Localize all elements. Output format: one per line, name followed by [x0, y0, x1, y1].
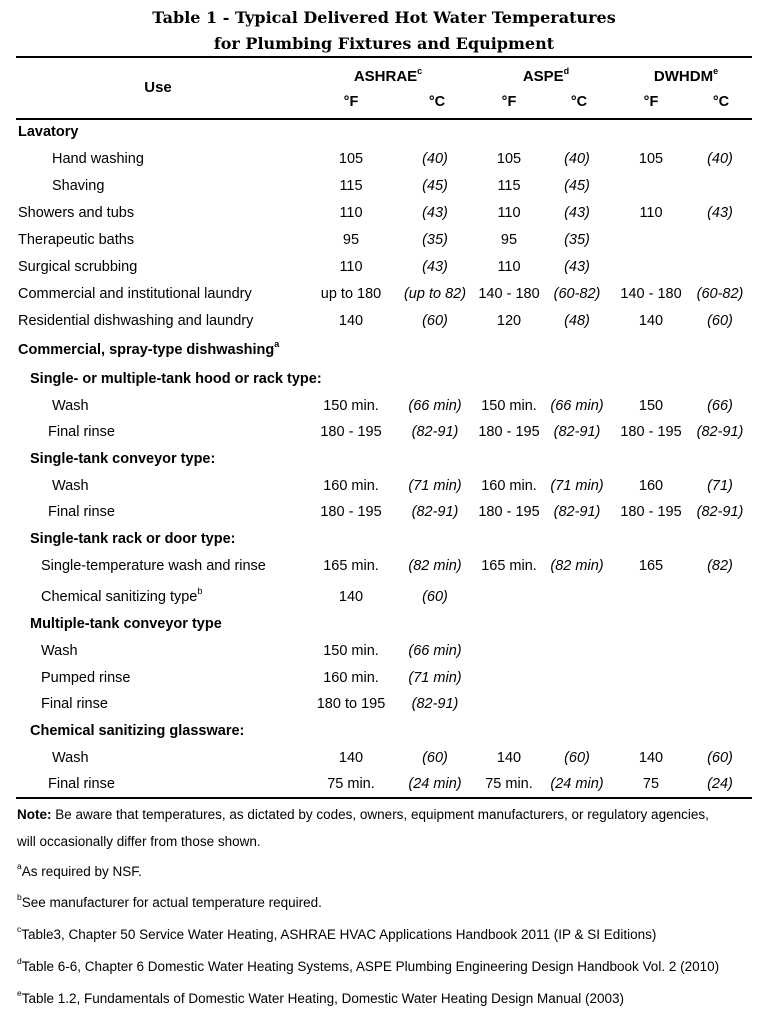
fahrenheit-cell: up to 180 — [320, 286, 382, 302]
fahrenheit-cell: 95 — [500, 232, 518, 248]
fahrenheit-cell: 105 — [338, 151, 364, 167]
row-label — [41, 557, 266, 575]
celsius-cell: (82-91) — [411, 424, 459, 440]
fahrenheit-cell: 105 — [496, 151, 522, 167]
fahrenheit-cell: 180 - 195 — [320, 504, 382, 520]
fahrenheit-cell: 140 — [338, 750, 364, 766]
fahrenheit-cell: 140 — [338, 589, 364, 605]
note-line-2: will occasionally differ from those shown. — [17, 834, 261, 849]
row-label — [30, 722, 244, 740]
celsius-cell: (66 min) — [408, 398, 462, 414]
row-label — [52, 749, 89, 767]
row-label-text: Commercial, spray-type dishwashing — [18, 342, 275, 358]
fahrenheit-cell: 110 — [497, 205, 521, 221]
note-line-1 — [17, 806, 709, 824]
celsius-cell: (82) — [707, 558, 733, 574]
footnote-marker: b — [197, 586, 203, 596]
row-label — [41, 642, 78, 660]
footnote-mark: d — [17, 956, 22, 966]
row-label — [18, 258, 137, 276]
fahrenheit-cell: 105 — [638, 151, 664, 167]
celsius-cell: (60) — [707, 313, 733, 329]
fahrenheit-cell: 160 min. — [481, 478, 537, 494]
fahrenheit-cell: 75 min. — [485, 776, 533, 792]
row-label — [30, 530, 235, 548]
footnote-text: As required by NSF. — [21, 864, 142, 879]
row-label-text: Wash — [52, 398, 89, 414]
celsius-cell: (up to 82) — [403, 286, 467, 302]
fahrenheit-cell: 180 - 195 — [320, 424, 382, 440]
celsius-cell: (35) — [422, 232, 448, 248]
celsius-cell: (43) — [564, 259, 590, 275]
row-label — [18, 204, 134, 222]
row-label — [52, 397, 89, 415]
celsius-cell: (40) — [564, 151, 590, 167]
row-label — [48, 423, 115, 441]
celsius-cell: (60) — [422, 750, 448, 766]
footnote-item — [17, 863, 142, 881]
use-column-header: Use — [144, 79, 172, 96]
fahrenheit-cell: 140 - 180 — [478, 286, 540, 302]
celsius-cell: (24) — [707, 776, 733, 792]
fahrenheit-cell: 115 — [339, 178, 363, 194]
unit-fahrenheit-aspe: °F — [501, 94, 517, 110]
fahrenheit-cell: 95 — [342, 232, 360, 248]
celsius-cell: (66 min) — [408, 643, 462, 659]
celsius-cell: (60) — [422, 589, 448, 605]
fahrenheit-cell: 120 — [496, 313, 522, 329]
aspe-column-header: ASPE$^d$ — [522, 66, 570, 85]
celsius-cell: (45) — [564, 178, 590, 194]
fahrenheit-cell: 160 — [638, 478, 664, 494]
row-label — [52, 477, 89, 495]
celsius-cell: (48) — [564, 313, 590, 329]
row-label — [18, 231, 134, 249]
celsius-cell: (82-91) — [411, 696, 459, 712]
footnote-item — [17, 990, 624, 1008]
fahrenheit-cell: 150 min. — [481, 398, 537, 414]
row-label — [18, 123, 78, 141]
row-label-text: Final rinse — [48, 504, 115, 520]
fahrenheit-cell: 165 min. — [481, 558, 537, 574]
fahrenheit-cell: 180 - 195 — [620, 504, 682, 520]
celsius-cell: (82-91) — [411, 504, 459, 520]
fahrenheit-cell: 140 — [338, 313, 364, 329]
fahrenheit-cell: 180 to 195 — [316, 696, 386, 712]
row-label-text: Final rinse — [41, 696, 108, 712]
row-label — [52, 177, 104, 195]
note-text: Be aware that temperatures, as dictated by codes, owners, equipment manufacturers, or regulatory agencies, — [51, 807, 709, 822]
row-label-text: Single-tank rack or door type: — [30, 531, 236, 547]
fahrenheit-cell: 140 — [496, 750, 522, 766]
row-label-text: Wash — [52, 478, 89, 494]
row-label-text: Hand washing — [52, 151, 144, 167]
row-label — [30, 450, 215, 468]
celsius-cell: (60) — [564, 750, 590, 766]
ashrae-column-header: ASHRAE$^c$ — [353, 66, 423, 85]
fahrenheit-cell: 75 — [642, 776, 660, 792]
row-label — [41, 669, 130, 687]
row-label-text: Wash — [52, 750, 89, 766]
celsius-cell: (60-82) — [696, 286, 744, 302]
row-label-text: Surgical scrubbing — [18, 259, 138, 275]
celsius-cell: (82-91) — [553, 504, 601, 520]
fahrenheit-cell: 150 min. — [323, 398, 379, 414]
row-label-text: Single- or multiple-tank hood or rack type: — [30, 371, 322, 387]
celsius-cell: (35) — [564, 232, 590, 248]
row-label-text: Commercial and institutional laundry — [18, 286, 252, 302]
fahrenheit-cell: 140 - 180 — [620, 286, 682, 302]
fahrenheit-cell: 140 — [638, 313, 664, 329]
celsius-cell: (82-91) — [553, 424, 601, 440]
celsius-cell: (82-91) — [696, 424, 744, 440]
bottom-rule — [16, 797, 752, 799]
fahrenheit-cell: 165 min. — [323, 558, 379, 574]
celsius-cell: (24 min) — [408, 776, 462, 792]
celsius-cell: (66 min) — [550, 398, 604, 414]
footnote-item — [17, 894, 322, 912]
row-label — [18, 341, 279, 359]
celsius-cell: (60-82) — [553, 286, 601, 302]
footnote-mark: b — [17, 892, 22, 902]
celsius-cell: (60) — [422, 313, 448, 329]
celsius-cell: (43) — [564, 205, 590, 221]
fahrenheit-cell: 110 — [639, 205, 663, 221]
row-label — [30, 615, 222, 633]
row-label-text: Pumped rinse — [41, 670, 131, 686]
fahrenheit-cell: 150 min. — [323, 643, 379, 659]
celsius-cell: (43) — [422, 259, 448, 275]
footnote-item — [17, 958, 719, 976]
fahrenheit-cell: 160 min. — [323, 478, 379, 494]
celsius-cell: (82 min) — [550, 558, 604, 574]
table-title-line-1: Table 1 - Typical Delivered Hot Water Temperatures — [152, 8, 616, 27]
footnote-marker: a — [274, 339, 280, 349]
footnote-item — [17, 926, 656, 944]
row-label-text: Residential dishwashing and laundry — [18, 313, 254, 329]
row-label — [30, 370, 322, 388]
row-label-text: Chemical sanitizing glassware: — [30, 723, 245, 739]
fahrenheit-cell: 140 — [638, 750, 664, 766]
fahrenheit-cell: 180 - 195 — [478, 424, 540, 440]
celsius-cell: (82-91) — [696, 504, 744, 520]
unit-fahrenheit-dwhdm: °F — [643, 94, 659, 110]
fahrenheit-cell: 150 — [638, 398, 664, 414]
celsius-cell: (24 min) — [550, 776, 604, 792]
note-label: Note: — [17, 807, 52, 822]
dwhdm-column-header: DWHDM$^e$ — [653, 66, 719, 85]
row-label — [48, 775, 115, 793]
footnote-mark: e — [17, 988, 22, 998]
celsius-cell: (43) — [707, 205, 733, 221]
celsius-cell: (71 min) — [550, 478, 604, 494]
fahrenheit-cell: 165 — [638, 558, 664, 574]
fahrenheit-cell: 110 — [339, 259, 363, 275]
fahrenheit-cell: 115 — [497, 178, 521, 194]
unit-celsius-aspe: °C — [570, 94, 588, 110]
row-label-text: Single-tank conveyor type: — [30, 451, 216, 467]
fahrenheit-cell: 75 min. — [327, 776, 375, 792]
row-label — [18, 312, 253, 330]
row-label-text: Multiple-tank conveyor type — [30, 616, 222, 632]
footnote-mark: c — [17, 924, 22, 934]
footnote-text: Table 1.2, Fundamentals of Domestic Water Heating, Domestic Water Heating Design Manual (2003) — [21, 991, 625, 1006]
row-label-text: Single-temperature wash and rinse — [41, 558, 266, 574]
unit-celsius-dwhdm: °C — [712, 94, 730, 110]
table-title — [0, 5, 768, 57]
row-label-text: Lavatory — [18, 124, 79, 140]
row-label-text: Final rinse — [48, 776, 115, 792]
celsius-cell: (66) — [707, 398, 733, 414]
celsius-cell: (45) — [422, 178, 448, 194]
celsius-cell: (40) — [422, 151, 448, 167]
footnote-text: Table3, Chapter 50 Service Water Heating, ASHRAE HVAC Applications Handbook 2011 (IP & SI Editions) — [21, 927, 657, 942]
header-rule — [16, 118, 752, 120]
celsius-cell: (71 min) — [408, 670, 462, 686]
row-label — [18, 285, 252, 303]
row-label-text: Final rinse — [48, 424, 115, 440]
row-label-text: Showers and tubs — [18, 205, 135, 221]
footnote-text: See manufacturer for actual temperature required. — [21, 895, 322, 910]
celsius-cell: (71) — [707, 478, 733, 494]
row-label — [48, 503, 115, 521]
row-label — [52, 150, 144, 168]
fahrenheit-cell: 110 — [339, 205, 363, 221]
celsius-cell: (40) — [707, 151, 733, 167]
celsius-cell: (82 min) — [408, 558, 462, 574]
unit-fahrenheit-ashrae: °F — [343, 94, 359, 110]
celsius-cell: (60) — [707, 750, 733, 766]
row-label-text: Wash — [41, 643, 78, 659]
footnote-text: Table 6-6, Chapter 6 Domestic Water Heating Systems, ASPE Plumbing Engineering Design Handbook Vol. 2 (2010) — [21, 959, 720, 974]
fahrenheit-cell: 110 — [497, 259, 521, 275]
fahrenheit-cell: 180 - 195 — [478, 504, 540, 520]
footnote-mark: a — [17, 861, 22, 871]
fahrenheit-cell: 180 - 195 — [620, 424, 682, 440]
row-label — [41, 588, 202, 606]
row-label-text: Chemical sanitizing type — [41, 589, 198, 605]
row-label-text: Therapeutic baths — [18, 232, 135, 248]
row-label-text: Shaving — [52, 178, 105, 194]
unit-celsius-ashrae: °C — [428, 94, 446, 110]
table-title-line-2: for Plumbing Fixtures and Equipment — [213, 34, 555, 53]
celsius-cell: (43) — [422, 205, 448, 221]
top-rule — [16, 56, 752, 58]
row-label — [41, 695, 108, 713]
celsius-cell: (71 min) — [408, 478, 462, 494]
fahrenheit-cell: 160 min. — [323, 670, 379, 686]
